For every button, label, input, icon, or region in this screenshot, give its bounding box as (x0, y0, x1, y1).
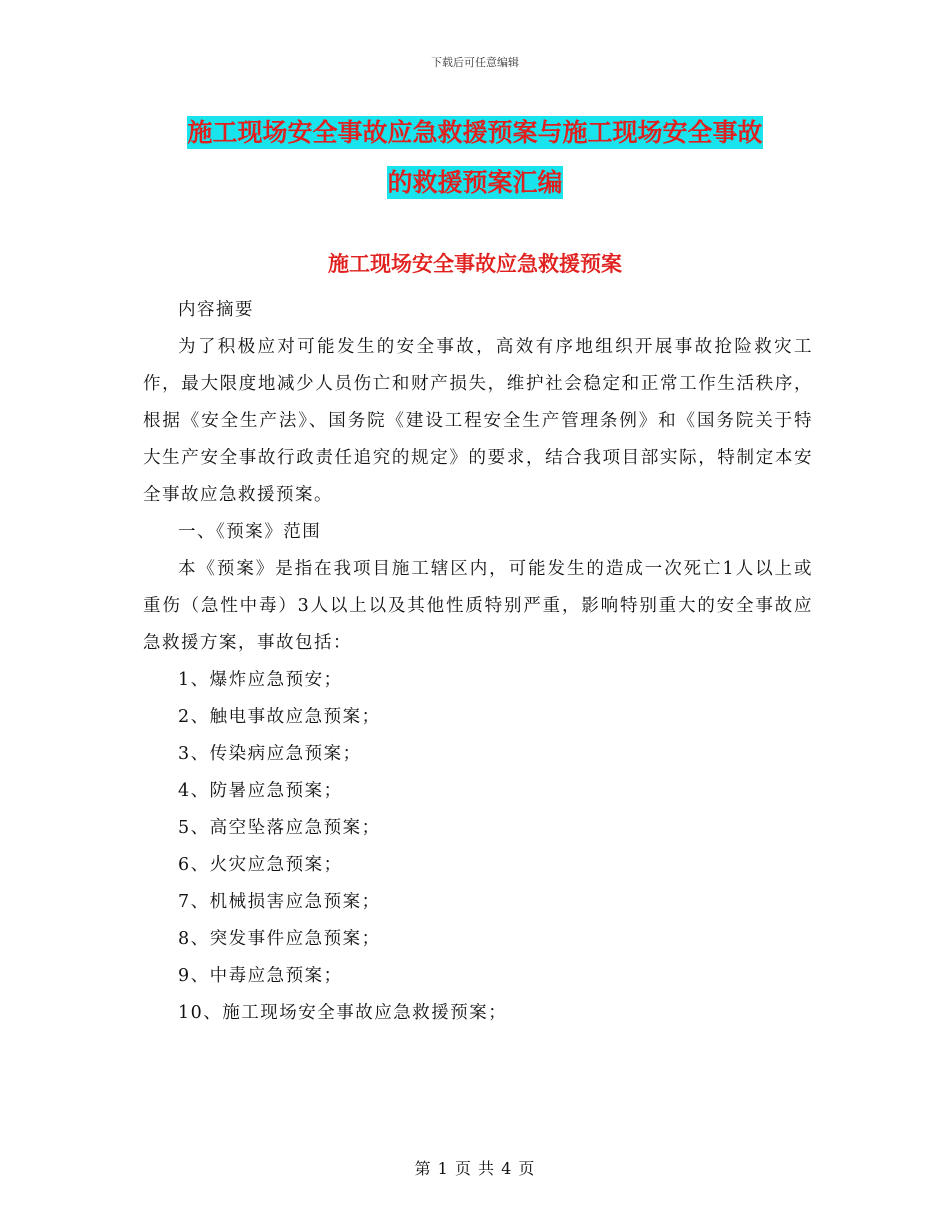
list-item: 10、施工现场安全事故应急救援预案； (178, 1003, 508, 1023)
list-item: 3、传染病应急预案； (178, 744, 362, 764)
abstract-heading: 内容摘要 (178, 300, 254, 320)
list-item: 9、中毒应急预案； (178, 966, 343, 986)
title-line-1: 施工现场安全事故应急救援预案与施工现场安全事故 (187, 118, 763, 147)
section-title: 施工现场安全事故应急救援预案 (328, 251, 622, 276)
list-item: 6、火灾应急预案； (178, 855, 343, 875)
header-note: 下载后可任意编辑 (431, 56, 519, 69)
list-item: 7、机械损害应急预案； (178, 892, 381, 912)
list-item: 8、突发事件应急预案； (178, 929, 381, 949)
scope-paragraph: 本《预案》是指在我项目施工辖区内，可能发生的造成一次死亡1人以上或重伤（急性中毒）3人以上以及其他性质特别严重，影响特别重大的安全事故应急救援方案，事故包括： (143, 559, 813, 653)
list-item: 5、高空坠落应急预案； (178, 818, 381, 838)
document-body (143, 292, 813, 1032)
section-heading: 一、《预案》范围 (178, 522, 322, 542)
title-line-2: 的救援预案汇编 (387, 168, 563, 197)
page-number: 第 1 页 共 4 页 (414, 1159, 536, 1178)
list-item: 2、触电事故应急预案； (178, 707, 381, 727)
intro-paragraph: 为了积极应对可能发生的安全事故，高效有序地组织开展事故抢险救灾工作，最大限度地减少人员伤亡和财产损失，维护社会稳定和正常工作生活秩序，根据《安全生产法》、国务院《建设工程安全生产管理条例》和《国务院关于特大生产安全事故行政责任追究的规定》的要求，结合我项目部实际，特制定本安全事故应急救援预案。 (143, 337, 813, 505)
document-title (140, 108, 810, 208)
list-item: 4、防暑应急预案； (178, 781, 343, 801)
list-item: 1、爆炸应急预安； (178, 670, 343, 690)
